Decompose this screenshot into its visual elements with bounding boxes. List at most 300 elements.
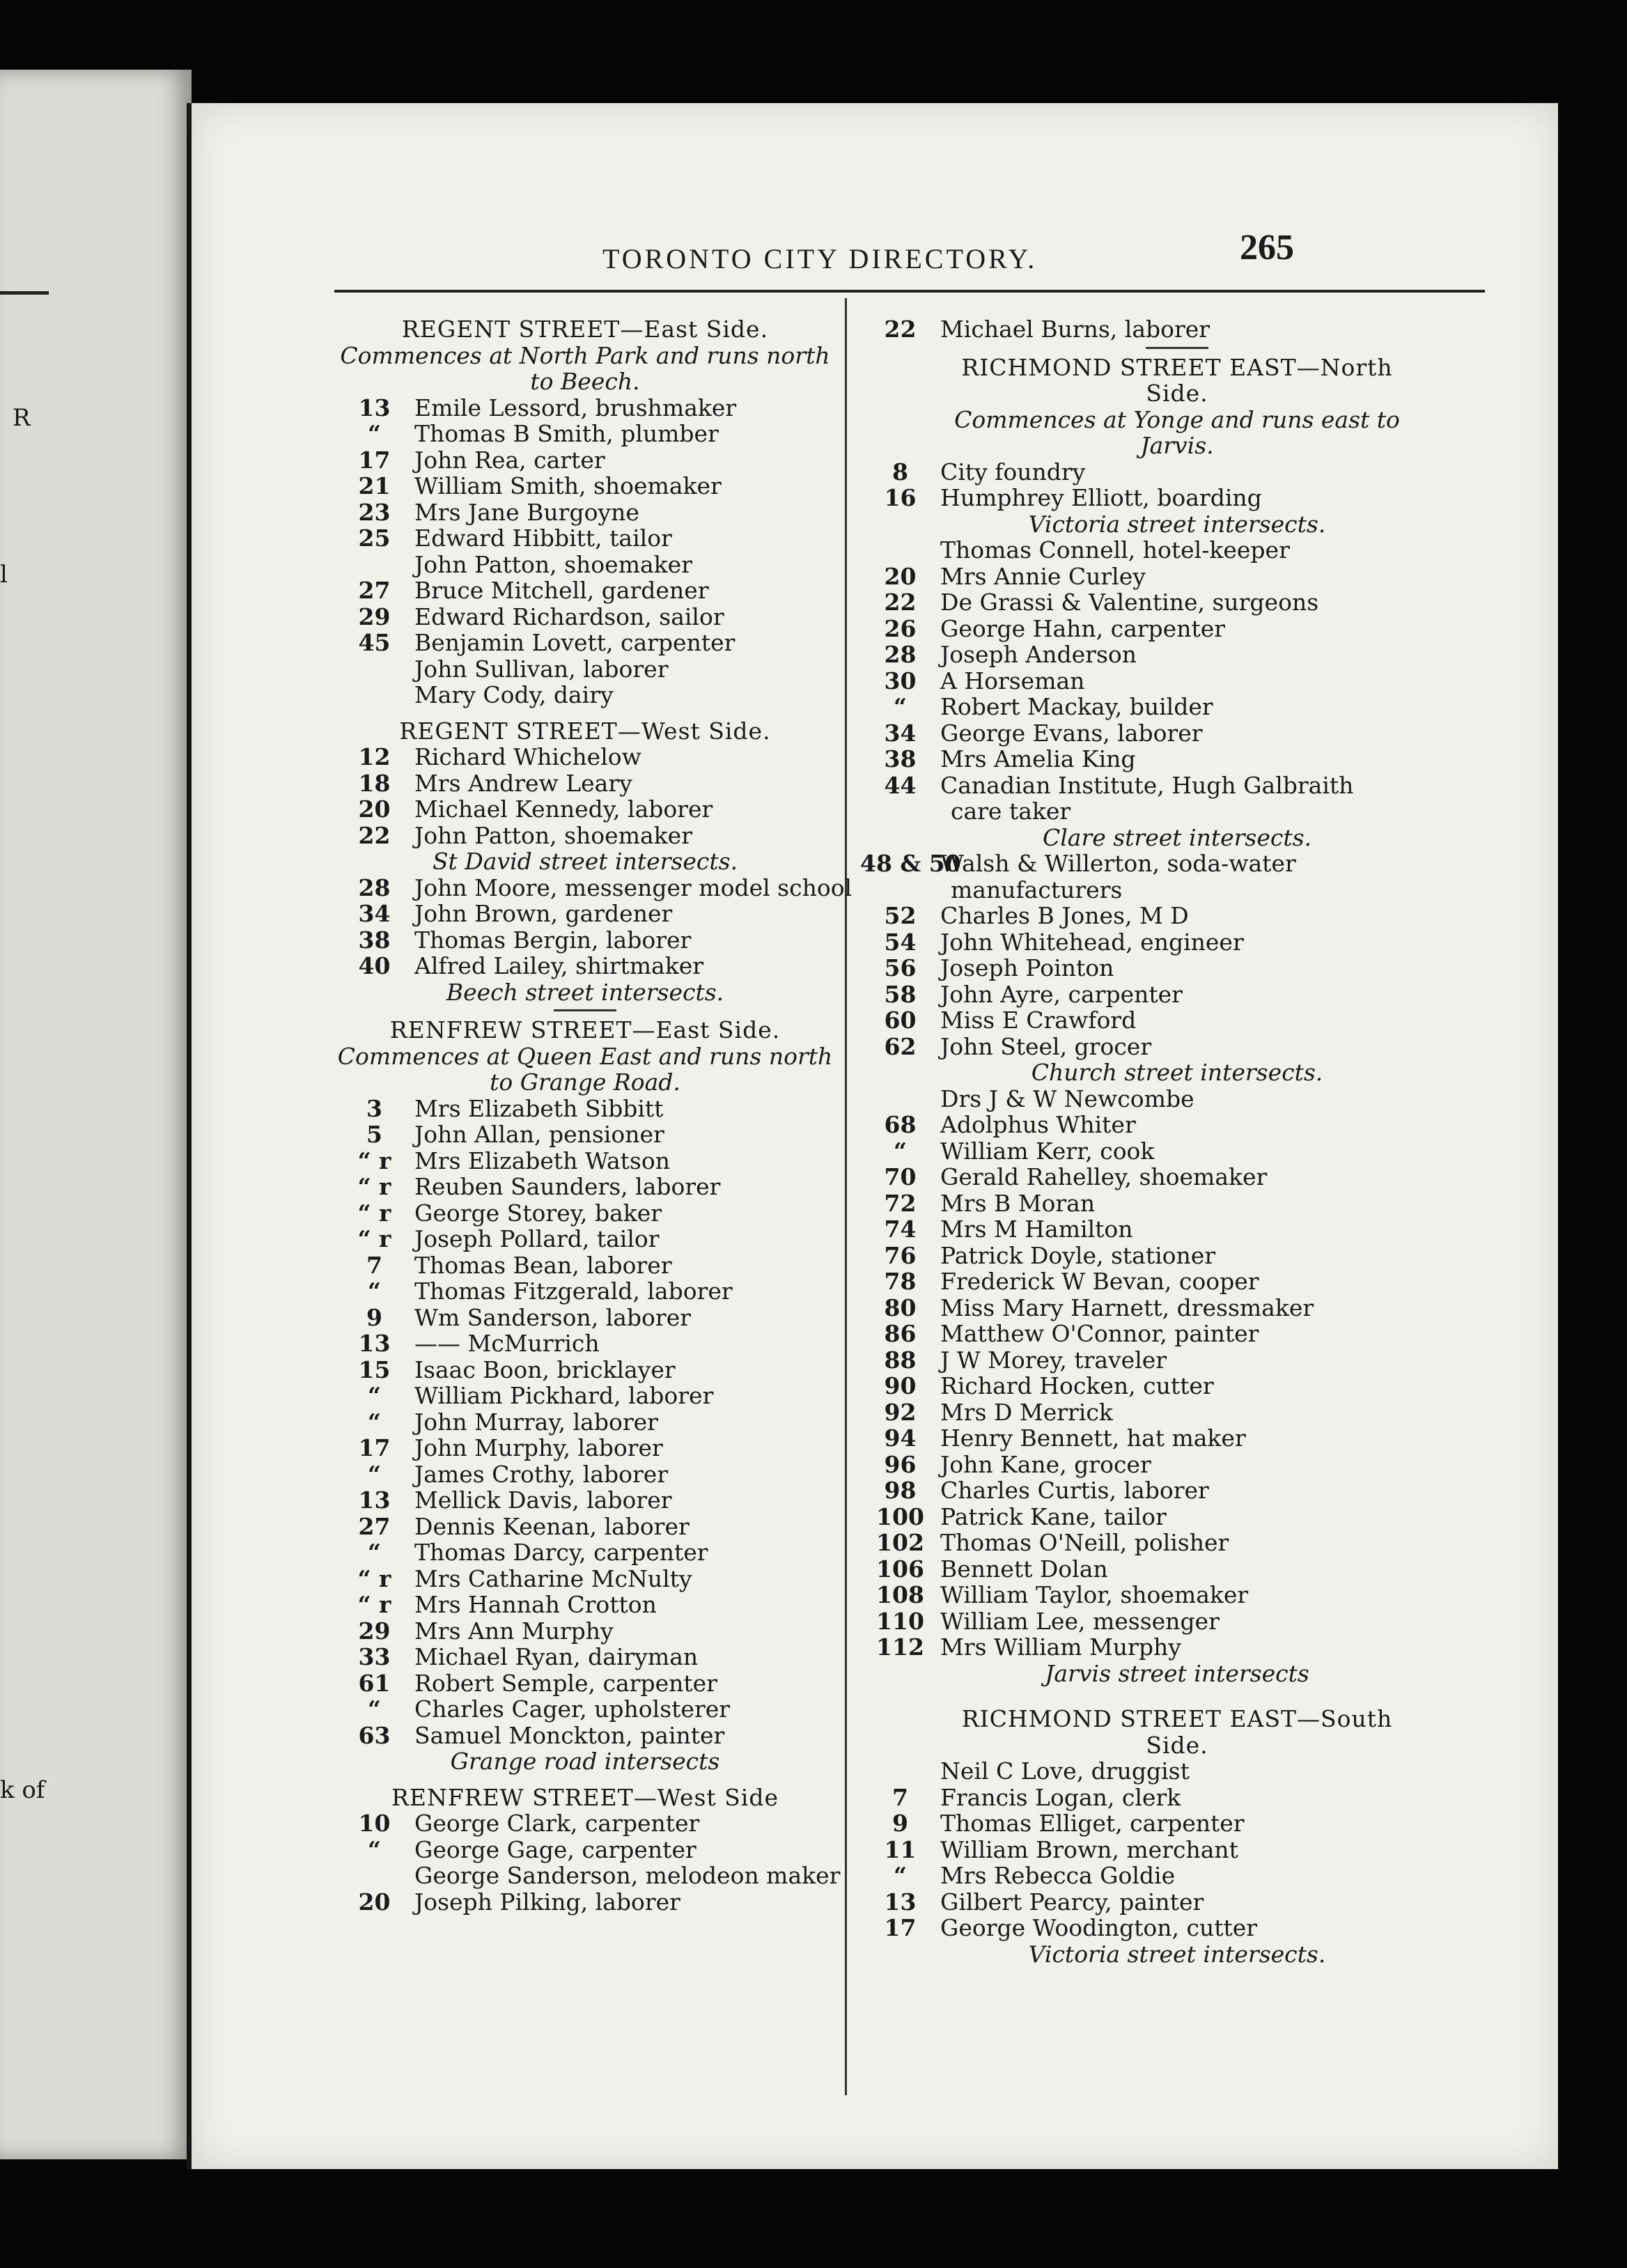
house-number: 60	[884, 1007, 917, 1034]
resident-name: George Woodington, cutter	[940, 1914, 1258, 1941]
directory-entry	[334, 1862, 841, 1889]
directory-entry	[860, 616, 1494, 642]
house-number: 28	[884, 641, 917, 668]
directory-entry	[860, 850, 1494, 877]
resident-name: Isaac Boon, bricklayer	[414, 1356, 676, 1383]
directory-entry	[334, 1723, 836, 1749]
resident-name: William Taylor, shoemaker	[940, 1581, 1249, 1608]
resident-name: Gilbert Pearcy, painter	[940, 1888, 1204, 1916]
directory-entry	[860, 1164, 1494, 1190]
directory-entry	[860, 459, 1494, 486]
resident-name: William Lee, messenger	[940, 1607, 1220, 1635]
resident-name: John Ayre, carpenter	[940, 980, 1183, 1008]
directory-entry	[334, 682, 836, 708]
house-number: 30	[884, 667, 917, 694]
resident-name: John Allan, pensioner	[414, 1121, 664, 1148]
house-number: “	[368, 1460, 381, 1488]
entry-continuation: care taker	[951, 798, 1071, 825]
house-number: 18	[358, 769, 391, 797]
street-note: St David street intersects.	[432, 848, 738, 875]
house-number: “	[368, 420, 381, 447]
house-number: 29	[358, 1617, 391, 1645]
resident-name: Francis Logan, clerk	[940, 1783, 1181, 1811]
resident-name: Patrick Doyle, stationer	[940, 1241, 1216, 1269]
house-number: “	[368, 1382, 381, 1409]
directory-entry	[334, 1435, 836, 1461]
left-column	[334, 316, 853, 1916]
house-number	[860, 1086, 940, 1112]
house-number: 21	[358, 472, 391, 499]
resident-name: William Pickhard, laborer	[414, 1382, 714, 1409]
house-number: 48 & 50	[860, 850, 961, 877]
house-number: 9	[892, 1810, 908, 1837]
directory-entry	[860, 1477, 1494, 1504]
house-number: 28	[358, 873, 391, 901]
house-number	[334, 656, 414, 683]
directory-entry	[334, 873, 853, 901]
resident-name: Neil C Love, druggist	[940, 1757, 1190, 1785]
resident-name: John Murphy, laborer	[414, 1434, 663, 1461]
directory-entry	[334, 1121, 836, 1148]
directory-entry	[334, 823, 836, 849]
directory-entry	[860, 564, 1494, 590]
directory-entry	[334, 796, 836, 823]
house-number: 112	[876, 1633, 924, 1661]
house-number: 29	[358, 603, 391, 630]
resident-name: Miss Mary Harnett, dressmaker	[940, 1294, 1314, 1321]
resident-name: Charles B Jones, M D	[940, 902, 1189, 929]
street-note: Commences at Queen East and runs north	[337, 1042, 833, 1070]
section-separator	[1146, 347, 1208, 349]
entry-continuation: manufacturers	[951, 876, 1123, 903]
directory-entry	[860, 1190, 1494, 1217]
directory-entry	[860, 537, 1494, 564]
directory-entry	[334, 1592, 836, 1618]
street-note: Commences at North Park and runs north	[340, 341, 830, 369]
resident-name: Michael Ryan, dairyman	[414, 1643, 699, 1670]
house-number: 20	[884, 562, 917, 590]
house-number: 96	[884, 1450, 917, 1478]
directory-entry	[334, 630, 836, 656]
directory-entry	[334, 1252, 836, 1279]
resident-name: Benjamin Lovett, carpenter	[414, 629, 735, 656]
resident-name: Alfred Lailey, shirtmaker	[414, 952, 704, 979]
street-note: Jarvis street intersects	[1045, 1659, 1309, 1687]
directory-entry	[860, 1758, 1494, 1785]
resident-name: John Kane, grocer	[940, 1450, 1151, 1478]
house-number: 54	[884, 928, 917, 956]
directory-entry	[334, 953, 836, 979]
facing-page-rule	[0, 291, 49, 295]
directory-entry	[860, 1608, 1494, 1635]
directory-entry	[860, 1425, 1494, 1452]
house-number: 13	[358, 1486, 391, 1514]
resident-name: Mrs William Murphy	[940, 1633, 1181, 1661]
resident-name: Gerald Rahelley, shoemaker	[940, 1163, 1268, 1190]
resident-name: Charles Cager, upholsterer	[414, 1695, 731, 1723]
house-number: 100	[876, 1502, 924, 1530]
directory-entry	[334, 1514, 836, 1540]
section-separator	[554, 1009, 616, 1011]
directory-entry	[334, 1644, 836, 1670]
house-number: 44	[884, 771, 917, 799]
directory-entry	[860, 1347, 1494, 1374]
directory-entry	[334, 1889, 836, 1916]
house-number: “	[894, 1862, 907, 1889]
resident-name: Patrick Kane, tailor	[940, 1502, 1167, 1530]
facing-page-fragment: l	[0, 561, 8, 589]
directory-entry	[860, 1034, 1494, 1060]
house-number: 40	[358, 952, 391, 979]
directory-entry	[860, 903, 1494, 929]
resident-name: George Hahn, carpenter	[940, 614, 1226, 642]
directory-entry	[334, 656, 836, 683]
street-note: to Beech.	[530, 368, 640, 395]
house-number: 23	[358, 498, 391, 526]
house-number: 20	[358, 795, 391, 823]
resident-name: Mrs Elizabeth Sibbitt	[414, 1094, 664, 1122]
resident-name: John Patton, shoemaker	[414, 821, 692, 849]
house-number: 22	[358, 821, 391, 849]
facing-page-edge	[0, 70, 192, 2159]
resident-name: Thomas Bean, laborer	[414, 1251, 672, 1279]
directory-entry	[860, 1810, 1494, 1837]
resident-name: —— McMurrich	[414, 1330, 600, 1357]
house-number: 63	[358, 1721, 391, 1749]
directory-entry	[334, 1305, 836, 1331]
directory-entry	[860, 1915, 1494, 1941]
directory-entry	[860, 668, 1494, 694]
resident-name: Mrs Andrew Leary	[414, 769, 632, 797]
house-number: 102	[876, 1529, 924, 1556]
directory-entry	[334, 1226, 836, 1252]
section-gap	[334, 1775, 836, 1785]
directory-entry	[860, 1889, 1494, 1916]
directory-entry	[860, 720, 1494, 747]
resident-name: Drs J & W Newcombe	[940, 1085, 1194, 1112]
house-number: 17	[884, 1914, 917, 1941]
street-heading: RENFREW STREET—East Side.	[389, 1016, 781, 1043]
directory-entry	[860, 929, 1494, 956]
resident-name: John Patton, shoemaker	[414, 550, 692, 578]
resident-name: Walsh & Willerton, soda-water	[940, 850, 1296, 877]
resident-name: William Smith, shoemaker	[414, 472, 722, 499]
directory-entry	[860, 1243, 1494, 1269]
directory-entry	[334, 473, 836, 499]
house-number: 74	[884, 1215, 917, 1243]
resident-name: William Brown, merchant	[940, 1835, 1238, 1863]
house-number	[334, 682, 414, 708]
street-note: to Grange Road.	[490, 1069, 680, 1096]
resident-name: Mrs Rebecca Goldie	[940, 1862, 1176, 1889]
directory-entry	[860, 316, 1494, 343]
house-number: “ r	[357, 1591, 391, 1618]
page-title: TORONTO CITY DIRECTORY.	[602, 243, 1038, 274]
directory-entry	[334, 927, 836, 954]
directory-entry	[860, 694, 1494, 720]
resident-name: Mellick Davis, laborer	[414, 1486, 672, 1514]
house-number: 108	[876, 1581, 924, 1608]
house-number: 68	[884, 1111, 917, 1138]
resident-name: John Whitehead, engineer	[940, 928, 1244, 956]
house-number: 27	[358, 577, 391, 604]
street-heading: REGENT STREET—East Side.	[401, 316, 769, 343]
resident-name: Henry Bennett, hat maker	[940, 1424, 1246, 1452]
street-note: Beech street intersects.	[446, 978, 724, 1006]
directory-entry	[860, 1785, 1494, 1811]
directory-entry	[334, 744, 836, 770]
resident-name: John Moore, messenger model school	[414, 873, 853, 901]
resident-name: John Brown, gardener	[414, 900, 673, 927]
directory-entry	[334, 499, 836, 526]
house-number: 34	[358, 900, 391, 927]
directory-entry	[860, 1452, 1494, 1478]
directory-entry	[860, 1837, 1494, 1863]
house-number: 45	[358, 629, 391, 656]
house-number: “	[894, 693, 907, 720]
directory-entry	[334, 1409, 836, 1436]
resident-name: Frederick W Bevan, cooper	[940, 1268, 1259, 1295]
resident-name: Mrs Elizabeth Watson	[414, 1147, 670, 1174]
house-number: 10	[358, 1810, 391, 1837]
directory-entry	[860, 1582, 1494, 1608]
resident-name: Mrs Annie Curley	[940, 562, 1146, 590]
directory-entry	[860, 1007, 1494, 1034]
resident-name: Joseph Pointon	[940, 954, 1114, 981]
street-heading: RENFREW STREET—West Side	[391, 1783, 779, 1811]
house-number: 3	[366, 1094, 382, 1122]
resident-name: City foundry	[940, 458, 1086, 486]
house-number: 38	[884, 745, 917, 772]
directory-entry	[860, 1373, 1494, 1399]
directory-page	[187, 103, 1558, 2169]
house-number: 15	[358, 1356, 391, 1383]
resident-name: Joseph Pollard, tailor	[414, 1225, 660, 1252]
house-number: “ r	[357, 1147, 391, 1174]
house-number: 106	[876, 1555, 924, 1583]
house-number	[334, 552, 414, 578]
directory-entry	[860, 1556, 1494, 1583]
resident-name: Samuel Monckton, painter	[414, 1721, 725, 1749]
resident-name: William Kerr, cook	[940, 1137, 1155, 1165]
right-column	[860, 316, 1494, 1967]
directory-entry	[334, 770, 836, 797]
house-number: 26	[884, 614, 917, 642]
house-number: 86	[884, 1320, 917, 1347]
house-number	[860, 537, 940, 564]
directory-entry	[334, 1670, 836, 1697]
resident-name: George Clark, carpenter	[414, 1810, 700, 1837]
directory-entry	[860, 1634, 1494, 1661]
directory-entry	[860, 1863, 1494, 1889]
directory-entry	[334, 1278, 836, 1305]
resident-name: Joseph Anderson	[940, 641, 1137, 668]
directory-entry	[334, 525, 836, 552]
house-number: 76	[884, 1241, 917, 1269]
resident-name: George Evans, laborer	[940, 719, 1203, 747]
house-number	[334, 1863, 414, 1889]
house-number: 13	[884, 1888, 917, 1916]
resident-name: Thomas Darcy, carpenter	[414, 1539, 708, 1566]
resident-name: John Sullivan, laborer	[414, 655, 669, 683]
street-note: Grange road intersects	[450, 1748, 720, 1775]
resident-name: Michael Burns, laborer	[940, 316, 1210, 343]
house-number: 8	[892, 458, 908, 486]
directory-entry	[334, 1696, 836, 1723]
resident-name: A Horseman	[940, 667, 1085, 694]
resident-name: Richard Whichelow	[414, 743, 641, 770]
directory-entry	[860, 1112, 1494, 1138]
house-number: “	[368, 1408, 381, 1436]
house-number: 22	[884, 589, 917, 616]
directory-entry	[334, 552, 836, 578]
directory-entry	[334, 1148, 836, 1174]
street-heading: RICHMOND STREET EAST—North	[961, 353, 1393, 381]
resident-name: Mrs Catharine McNulty	[414, 1564, 692, 1592]
house-number: “	[894, 1137, 907, 1165]
resident-name: Mrs Amelia King	[940, 745, 1136, 772]
directory-entry	[334, 604, 836, 630]
resident-name: Adolphus Whiter	[940, 1111, 1136, 1138]
house-number: “ r	[357, 1173, 391, 1200]
house-number: “	[368, 1835, 381, 1863]
resident-name: George Storey, baker	[414, 1199, 662, 1227]
house-number: 56	[884, 954, 917, 981]
resident-name: James Crothy, laborer	[414, 1460, 669, 1488]
resident-name: Canadian Institute, Hugh Galbraith	[940, 771, 1354, 799]
directory-entry	[860, 642, 1494, 668]
facing-page-fragment: R	[13, 404, 31, 432]
house-number: 110	[876, 1607, 924, 1635]
section-gap	[334, 708, 836, 718]
directory-entry	[334, 1357, 836, 1383]
house-number: 13	[358, 1330, 391, 1357]
resident-name: Mary Cody, dairy	[414, 681, 614, 708]
header-rule	[334, 290, 1485, 293]
resident-name: Miss E Crawford	[940, 1007, 1137, 1034]
street-note: Clare street intersects.	[1042, 823, 1312, 851]
directory-entry	[334, 1383, 836, 1409]
resident-name: Richard Hocken, cutter	[940, 1372, 1214, 1399]
resident-name: Charles Curtis, laborer	[940, 1477, 1209, 1504]
directory-entry	[334, 1174, 836, 1200]
resident-name: Mrs Jane Burgoyne	[414, 498, 639, 526]
house-number: 58	[884, 980, 917, 1008]
directory-entry	[860, 1138, 1494, 1165]
directory-entry	[860, 955, 1494, 981]
resident-name: Mrs B Moran	[940, 1189, 1096, 1217]
street-heading: Side.	[1146, 1731, 1208, 1759]
page-number: 265	[1240, 228, 1294, 267]
house-number: 94	[884, 1424, 917, 1452]
directory-entry	[334, 421, 836, 447]
directory-entry	[860, 1086, 1494, 1112]
house-number: 90	[884, 1372, 917, 1399]
resident-name: Reuben Saunders, laborer	[414, 1173, 721, 1200]
house-number: 17	[358, 446, 391, 474]
directory-entry	[334, 1096, 836, 1122]
resident-name: Mrs Hannah Crotton	[414, 1591, 657, 1618]
directory-entry	[334, 901, 836, 927]
house-number: 52	[884, 902, 917, 929]
resident-name: Edward Richardson, sailor	[414, 603, 724, 630]
directory-entry	[860, 1321, 1494, 1347]
house-number: 25	[358, 525, 391, 552]
house-number: 70	[884, 1163, 917, 1190]
house-number: 92	[884, 1398, 917, 1426]
directory-entry	[860, 1504, 1494, 1530]
directory-entry	[334, 1566, 836, 1592]
resident-name: Mrs M Hamilton	[940, 1215, 1133, 1243]
resident-name: De Grassi & Valentine, surgeons	[940, 589, 1319, 616]
house-number: 11	[884, 1835, 917, 1863]
resident-name: John Murray, laborer	[414, 1408, 658, 1436]
resident-name: Michael Kennedy, laborer	[414, 795, 713, 823]
resident-name: Wm Sanderson, laborer	[414, 1303, 691, 1331]
column-divider	[845, 298, 847, 2095]
directory-entry	[860, 981, 1494, 1008]
house-number: 5	[366, 1121, 382, 1148]
house-number: 17	[358, 1434, 391, 1461]
resident-name: Robert Mackay, builder	[940, 693, 1213, 720]
resident-name: George Sanderson, melodeon maker	[414, 1862, 841, 1889]
house-number: 80	[884, 1294, 917, 1321]
street-note: Church street intersects.	[1031, 1059, 1323, 1086]
directory-entry	[334, 1837, 836, 1863]
house-number: 88	[884, 1346, 917, 1374]
resident-name: Thomas Elliget, carpenter	[940, 1810, 1245, 1837]
resident-name: Thomas Fitzgerald, laborer	[414, 1277, 733, 1305]
directory-entry	[860, 1399, 1494, 1426]
resident-name: Thomas Connell, hotel-keeper	[940, 536, 1290, 564]
house-number: 20	[358, 1888, 391, 1916]
street-note: Victoria street intersects.	[1028, 510, 1326, 538]
resident-name: Thomas B Smith, plumber	[414, 420, 719, 447]
house-number: 13	[358, 394, 391, 421]
house-number: 7	[892, 1783, 908, 1811]
house-number: 12	[358, 743, 391, 770]
directory-entry	[860, 772, 1494, 799]
house-number: 78	[884, 1268, 917, 1295]
directory-entry	[334, 1618, 836, 1645]
house-number: 33	[358, 1643, 391, 1670]
house-number	[860, 1758, 940, 1785]
house-number: 27	[358, 1512, 391, 1540]
resident-name: Mrs Ann Murphy	[414, 1617, 614, 1645]
directory-entry	[860, 485, 1494, 511]
resident-name: Bennett Dolan	[940, 1555, 1108, 1583]
house-number: 34	[884, 719, 917, 747]
resident-name: George Gage, carpenter	[414, 1835, 696, 1863]
street-note: Jarvis.	[1140, 432, 1214, 459]
house-number: “ r	[357, 1564, 391, 1592]
house-number: 9	[366, 1303, 382, 1331]
directory-entry	[334, 1487, 836, 1514]
directory-entry	[334, 1810, 836, 1837]
street-note: Victoria street intersects.	[1028, 1940, 1326, 1968]
resident-name: Edward Hibbitt, tailor	[414, 525, 672, 552]
resident-name: Mrs D Merrick	[940, 1398, 1113, 1426]
resident-name: Matthew O'Connor, painter	[940, 1320, 1259, 1347]
section-gap	[860, 1686, 1494, 1696]
section-gap	[860, 1696, 1494, 1706]
resident-name: Thomas O'Neill, polisher	[940, 1529, 1229, 1556]
directory-entry	[860, 1268, 1494, 1295]
house-number: “ r	[357, 1199, 391, 1227]
house-number: 38	[358, 926, 391, 954]
directory-entry	[334, 1330, 836, 1357]
resident-name: Emile Lessord, brushmaker	[414, 394, 737, 421]
